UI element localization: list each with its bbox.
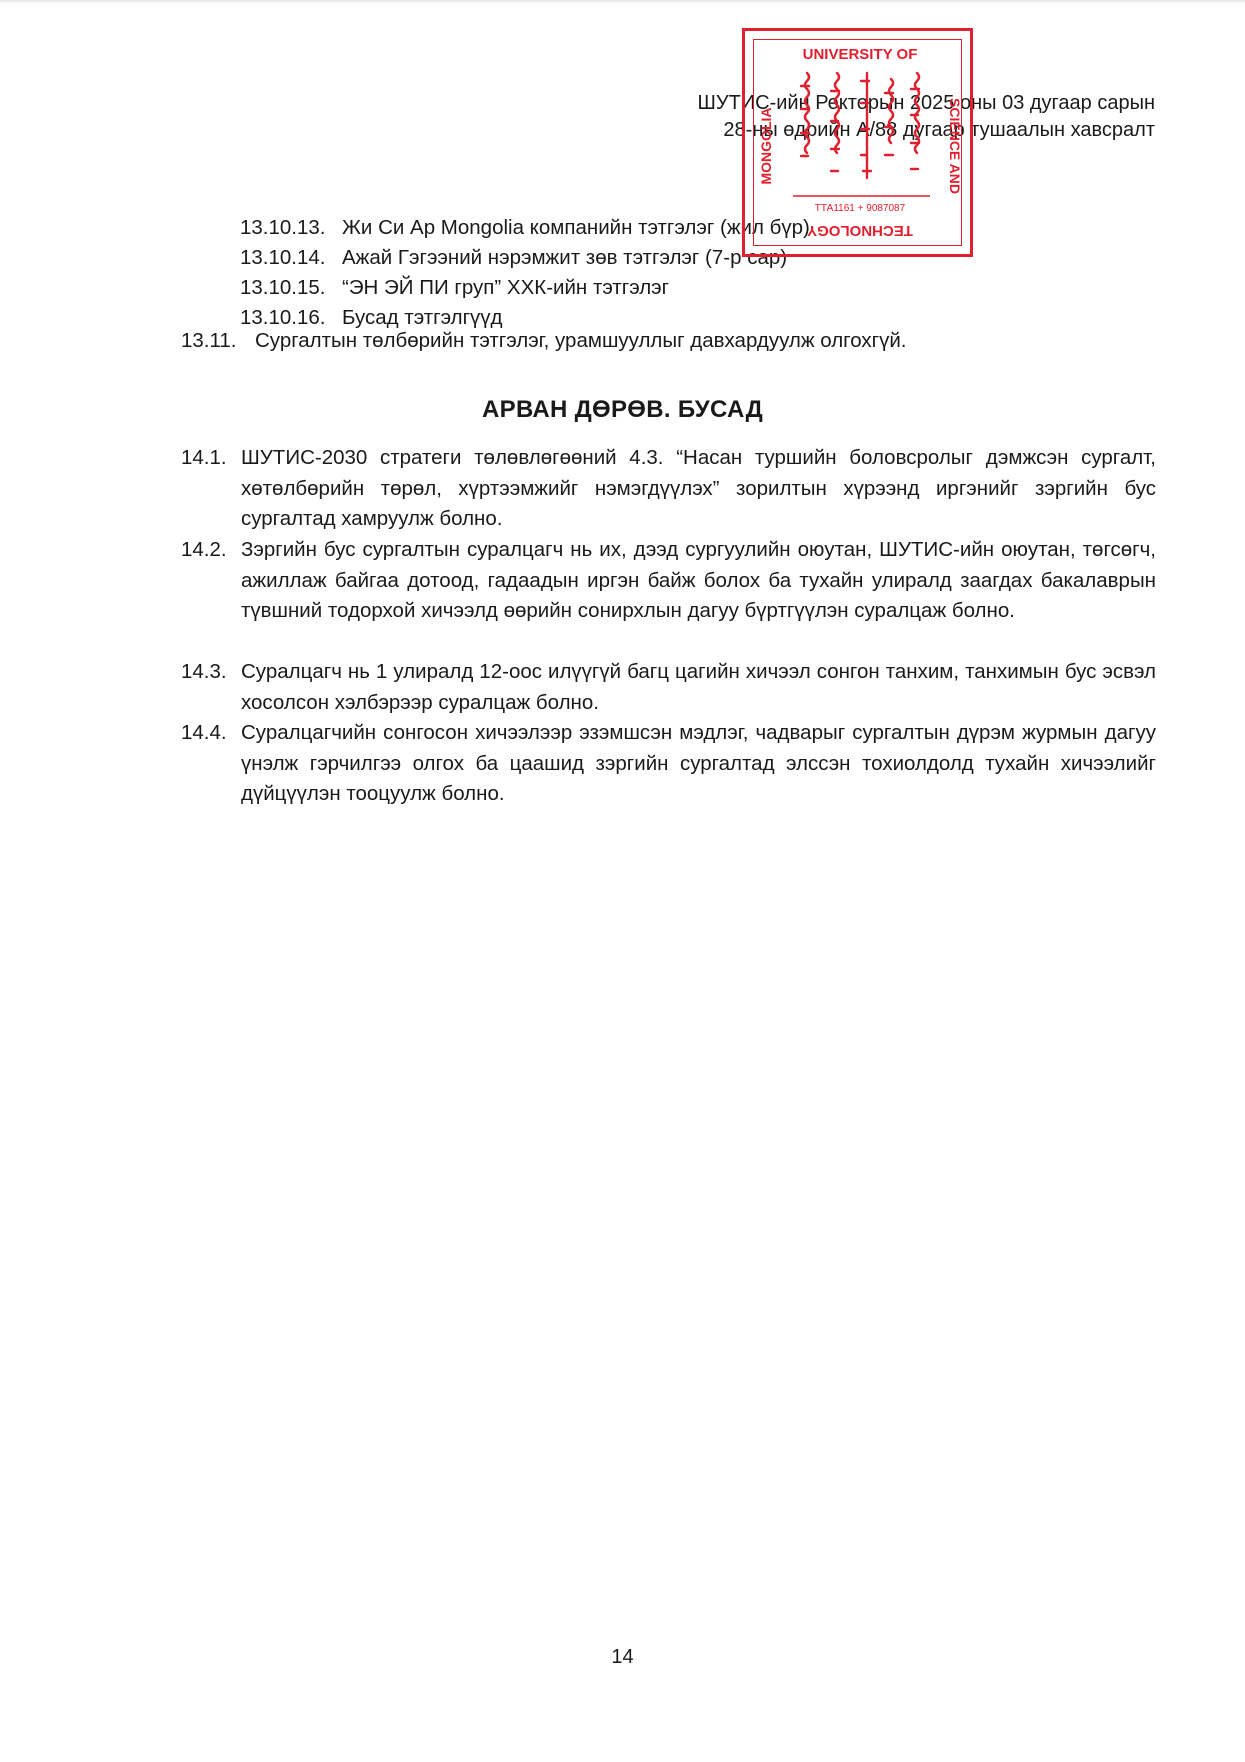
paragraph-14-1 — [181, 443, 1156, 535]
section-heading: АРВАН ДӨРӨВ. БУСАД — [482, 396, 763, 423]
scan-edge — [0, 0, 1245, 4]
list-item-13-10-13 — [240, 213, 810, 243]
paragraph-number: 14.3. — [181, 660, 227, 683]
stamp-bottom-text: TECHNOLOGY — [807, 222, 913, 239]
paragraph-text: ШУТИС-2030 стратеги төлөвлөгөөний 4.3. “Насан туршийн боловсролыг дэмжсэн сургалт, хөтөлбөрийн төрөл, хүртээмжийг нэмэгдүүлэх” зорилтын хүрээнд иргэнийг зэргийн бус сургалтад хамруулж болно. — [241, 446, 1156, 530]
paragraph-14-2 — [181, 535, 1156, 627]
item-number: 13.10.15. — [240, 276, 326, 299]
stamp-right-text: SCIENCE AND — [947, 98, 963, 194]
attachment-header — [698, 90, 1155, 144]
item-text: Ажай Гэгээний нэрэмжит зөв тэтгэлэг (7-р сар) — [342, 246, 788, 269]
paragraph-number: 14.1. — [181, 446, 227, 469]
item-text: Сургалтын төлбөрийн тэтгэлэг, урамшууллыг давхардуулж олгохгүй. — [255, 329, 907, 352]
item-text: Бусад тэтгэлгүүд — [342, 306, 503, 329]
paragraph-text: Зэргийн бус сургалтын суралцагч нь их, дээд сургуулийн оюутан, ШУТИС-ийн оюутан, төгсөгч, ажиллаж байгаа дотоод, гадаадын иргэн байж болох ба тухайн улиралд заагдах бакалаврын түвшний тодорхой хичээлд өөрийн сонирхлын дагуу бүртгүүлэн суралцаж болно. — [241, 538, 1156, 622]
list-item-13-10-14 — [240, 243, 787, 273]
stamp-top-text: UNIVERSITY OF — [802, 46, 918, 63]
item-number: 13.11. — [181, 329, 237, 352]
paragraph-14-3 — [181, 657, 1156, 718]
paragraph-number: 14.4. — [181, 721, 227, 744]
item-number: 13.10.13. — [240, 216, 326, 239]
header-line-2: 28-ны өдрийн А/88 дугаар тушаалын хавсралт — [723, 119, 1155, 141]
paragraph-text: Суралцагч нь 1 улиралд 12-оос илүүгүй багц цагийн хичээл сонгон танхим, танхимын бус эсвэл хосолсон хэлбэрээр суралцаж болно. — [241, 660, 1156, 714]
item-number: 13.10.16. — [240, 306, 326, 329]
item-text: Жи Си Ар Mongolia компанийн тэтгэлэг (жил бүр) — [342, 216, 810, 239]
stamp-code-text: ТТА1161 + 9087087 — [814, 203, 906, 214]
item-number: 13.10.14. — [240, 246, 326, 269]
list-item-13-10-15 — [240, 273, 669, 303]
item-text: “ЭН ЭЙ ПИ груп” ХХК-ийн тэтгэлэг — [342, 276, 670, 299]
paragraph-text: Суралцагчийн сонгосон хичээлээр эзэмшсэн мэдлэг, чадварыг сургалтын дүрэм журмын дагуу үнэлж гэрчилгээ олгох ба цаашид зэргийн сургалтад элссэн тохиолдолд тухайн хичээлийг дүйцүүлэн тооцуулж болно. — [241, 721, 1156, 805]
paragraph-14-4 — [181, 718, 1156, 810]
page-number: 14 — [611, 1646, 634, 1668]
header-line-1: ШУТИС-ийн Ректорын 2025 оны 03 дугаар сарын — [697, 92, 1155, 114]
stamp-left-text: MONGOLIA — [758, 107, 774, 185]
paragraph-number: 14.2. — [181, 538, 227, 561]
list-item-13-11 — [181, 329, 907, 353]
